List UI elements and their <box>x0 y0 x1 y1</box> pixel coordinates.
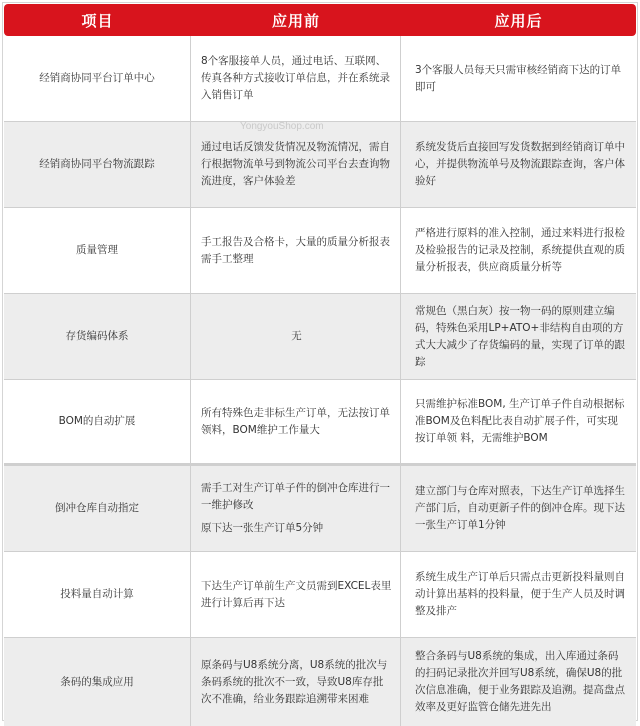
row-item: 条码的集成应用 <box>4 638 191 726</box>
table-body <box>4 36 636 726</box>
row-after: 整合条码与U8系统的集成，出入库通过条码的扫码记录批次并回写U8系统，确保U8的批次信息准确，便于业务跟踪及追溯。提高盘点效率及更好监管仓储先进先出 <box>415 650 625 713</box>
row-item: BOM的自动扩展 <box>4 380 191 463</box>
table-row <box>4 294 636 380</box>
row-before-paragraphs: 需手工对生产订单子件的倒冲仓库进行一一维护修改 原下达一张生产订单5分钟 <box>201 482 390 534</box>
row-after: 系统发货后直接回写发货数据到经销商订单中心，并提供物流单号及物流跟踪查询，客户体验好 <box>415 141 625 187</box>
row-before <box>191 466 401 551</box>
table-row <box>4 638 636 726</box>
table-row <box>4 122 636 208</box>
row-before: 8个客服接单人员，通过电话、互联网、传真各种方式接收订单信息，并在系统录入销售订单 <box>191 36 401 121</box>
row-after: 系统生成生产订单后只需点击更新投料量则自动计算出基料的投料量，便于生产人员及时调整及排产 <box>415 571 625 617</box>
row-before: 手工报告及合格卡，大量的质量分析报表需手工整理 <box>191 208 401 293</box>
table-row <box>4 36 636 122</box>
row-after: 常规色（黑白灰）按一物一码的原则建立编码，特殊色采用LP+ATO+非结构自由项的方式大大减少了存货编码的量，实现了订单的跟踪 <box>415 304 625 368</box>
row-item: 经销商协同平台订单中心 <box>4 36 191 121</box>
watermark-text: YongyouShop.com <box>240 121 324 132</box>
table-header <box>4 4 636 36</box>
header-before: 应用前 <box>271 11 320 30</box>
row-before: 所有特殊色走非标生产订单，无法按订单领料，BOM维护工作量大 <box>191 380 401 463</box>
header-item: 项目 <box>81 11 114 30</box>
row-item: 质量管理 <box>4 208 191 293</box>
row-after: 建立部门与仓库对照表，下达生产订单选择生产部门后，自动更新子件的倒冲仓库。现下达一张生产订单1分钟 <box>415 485 625 531</box>
row-before: 下达生产订单前生产文员需到EXCEL表里进行计算后再下达 <box>191 552 401 637</box>
row-item: 经销商协同平台物流跟踪 <box>4 122 191 207</box>
table-row <box>4 466 636 552</box>
row-after: 只需维护标准BOM, 生产订单子件自动根据标准BOM及色料配比表自动扩展子件，可实现按订单领 料，无需维护BOM <box>415 398 625 444</box>
table-row <box>4 380 636 466</box>
row-after: 3个客服人员每天只需审核经销商下达的订单即可 <box>415 63 622 93</box>
header-after: 应用后 <box>494 11 543 30</box>
row-item: 倒冲仓库自动指定 <box>4 466 191 551</box>
row-before: 无 <box>191 294 401 379</box>
row-after: 严格进行原料的准入控制，通过来料进行报检及检验报告的记录及控制，系统提供直观的质量分析报表，供应商质量分析等 <box>415 227 625 273</box>
row-before: 原条码与U8系统分离，U8系统的批次与条码系统的批次不一致，导致U8库存批次不准确，给业务跟踪追溯带来困难 <box>191 638 401 726</box>
row-item: 投料量自动计算 <box>4 552 191 637</box>
table-row <box>4 208 636 294</box>
row-item: 存货编码体系 <box>4 294 191 379</box>
table-row <box>4 552 636 638</box>
row-before: 通过电话反馈发货情况及物流情况，需自行根据物流单号到物流公司平台去查询物流进度，客户体验差 <box>191 122 401 207</box>
